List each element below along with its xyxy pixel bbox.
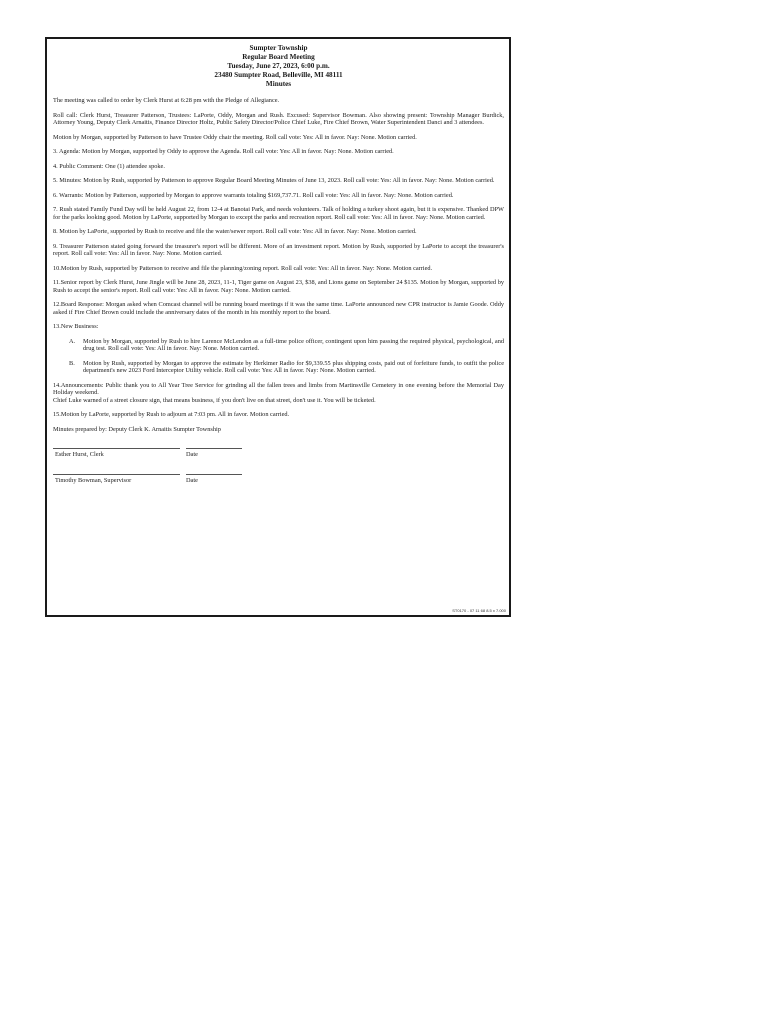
list-item-text: Motion by Morgan, supported by Rush to hire Larence McLendon as a full-time police officer, contingent upon him passing the required physical, psychological, and drug test. Roll call vote: Yes: All in favor. Nay: None. Motion carried.: [83, 337, 504, 353]
meeting-date: Tuesday, June 27, 2023, 6:00 p.m.: [227, 62, 330, 71]
item-board-response: 12.Board Response: Morgan asked when Comcast channel will be running board meetings if it was the same time. LaPorte announced new CPR instructor is Jamie Goode. Oddy asked if Fire Chief Brown could include the anniversary dates of the month in his monthly report to the board.: [53, 301, 504, 316]
prepared-by: Minutes prepared by: Deputy Clerk K. Arnaitis Sumpter Township: [53, 425, 221, 433]
item-senior-report: 11.Senior report by Clerk Hurst, June Jingle will be June 28, 2023, 11-1, Tiger game on August 23, $38, and Lions game on September 24 $135. Motion by Morgan, supported by Rush to accept the senior's report. Roll call vote: Yes: All in favor. Nay: None. Motion carried.: [53, 279, 504, 294]
list-item-text: Motion by Rush, supported by Morgan to approve the estimate by Herkimer Radio for $9,339.55 plus shipping costs, paid out of forfeiture funds, to outfit the police department's new 2023 Ford Interceptor Utility vehicle. Roll call vote: Yes: All in favor. Nay: None. Motion carried.: [83, 359, 504, 375]
date-label: Date: [186, 451, 198, 459]
item-agenda: 3. Agenda: Motion by Morgan, supported by Oddy to approve the Agenda. Roll call vote: Yes: All in favor. Nay: None. Motion carried.: [53, 148, 394, 156]
item-minutes: 5. Minutes: Motion by Rush, supported by Patterson to approve Regular Board Meeting Minutes of June 13, 2023. Roll call vote: Yes: All in favor. Nay: None. Motion carried.: [53, 177, 495, 185]
document-title: Minutes: [265, 80, 292, 89]
list-marker: A.: [69, 337, 76, 345]
signatory-name: Timothy Bowman, Supervisor: [55, 477, 132, 485]
date-line: [186, 474, 242, 475]
item-treasurer-report: 9. Treasurer Patterson stated going forward the treasurer's report will be different. More of an investment report. Motion by Rush, supported by LaPorte to accept the treasurer's report. Roll call vote: Yes: All in favor. Nay: None. Motion carried.: [53, 242, 504, 258]
item-warrants: 6. Warrants: Motion by Patterson, supported by Morgan to approve warrants totaling $169,737.71. Roll call vote: Yes: All in favor. Nay: None. Motion carried.: [53, 191, 454, 199]
roll-call: Roll call: Clerk Hurst, Treasurer Patterson, Trustees: LaPorte, Oddy, Morgan and Rush. Excused: Supervisor Bowman. Also showing present: Township Manager Burdick, Attorney Young, Deputy Clerk Arnaitis, Finance Director Holtz, Public Safety Director/Police Chief Luke, Fire Chief Brown, Water Superintendent Danci and 3 attendees.: [53, 111, 504, 127]
list-item: [53, 338, 504, 353]
item-water-sewer-report: 8. Motion by LaPorte, supported by Rush to receive and file the water/sewer report. Roll call vote: Yes: All in favor. Nay: None. Motion carried.: [53, 228, 417, 236]
date-label: Date: [186, 477, 198, 485]
signatory-name: Esther Hurst, Clerk: [55, 451, 104, 459]
date-line: [186, 448, 242, 449]
item-parks-report: 7. Rush stated Family Fund Day will be held August 22, from 12-4 at Banotai Park, and needs volunteers. Talk of holding a turkey shoot again, but it is expensive. Thanked DPW for the parks looking good. Motion by LaPorte, supported by Morgan to except the parks and recreation report. Roll call vote: Yes: All in favor. Nay: None. Motion carried.: [53, 206, 504, 221]
item-new-business: 13.New Business:: [53, 323, 99, 331]
new-business-list: [53, 338, 504, 375]
publication-code: ST0170 - 07 11 68 8.5 x 7.000: [452, 608, 506, 613]
meeting-address: 23480 Sumpter Road, Belleville, MI 48111: [214, 71, 343, 80]
list-marker: B.: [69, 359, 75, 367]
signature-block-clerk: [53, 448, 504, 474]
item-public-comment: 4. Public Comment: One (1) attendee spoke.: [53, 162, 165, 170]
township-name: Sumpter Township: [249, 44, 308, 52]
meeting-type: Regular Board Meeting: [242, 53, 315, 62]
announcement-street-closure: Chief Luke warned of a street closure sign, that means business, if you don't live on that street, don't use it. You will be ticketed.: [53, 396, 376, 404]
call-to-order: The meeting was called to order by Clerk Hurst at 6:28 pm with the Pledge of Allegiance.: [53, 97, 280, 105]
document-header: [53, 44, 504, 89]
signature-line: [53, 474, 180, 475]
item-announcements: [53, 382, 504, 405]
signature-line: [53, 448, 180, 449]
list-item: [53, 360, 504, 375]
announcement-cemetery: 14.Announcements: Public thank you to All Year Tree Service for grinding all the fallen trees and limbs from Martinsville Cemetery in one evening before the Memorial Day Holiday weekend.: [53, 381, 504, 397]
item-planning-report: 10.Motion by Rush, supported by Patterson to receive and file the planning/zoning report. Roll call vote: Yes: All in favor. Nay: None. Motion carried.: [53, 264, 433, 272]
chair-motion: Motion by Morgan, supported by Patterson to have Trustee Oddy chair the meeting. Roll call vote: Yes: All in favor. Nay: None. Motion carried.: [53, 133, 417, 141]
minutes-document: [45, 37, 511, 617]
item-adjourn: 15.Motion by LaPorte, supported by Rush to adjourn at 7:03 pm. All in favor. Motion carried.: [53, 411, 290, 419]
signature-block-supervisor: [53, 474, 504, 500]
